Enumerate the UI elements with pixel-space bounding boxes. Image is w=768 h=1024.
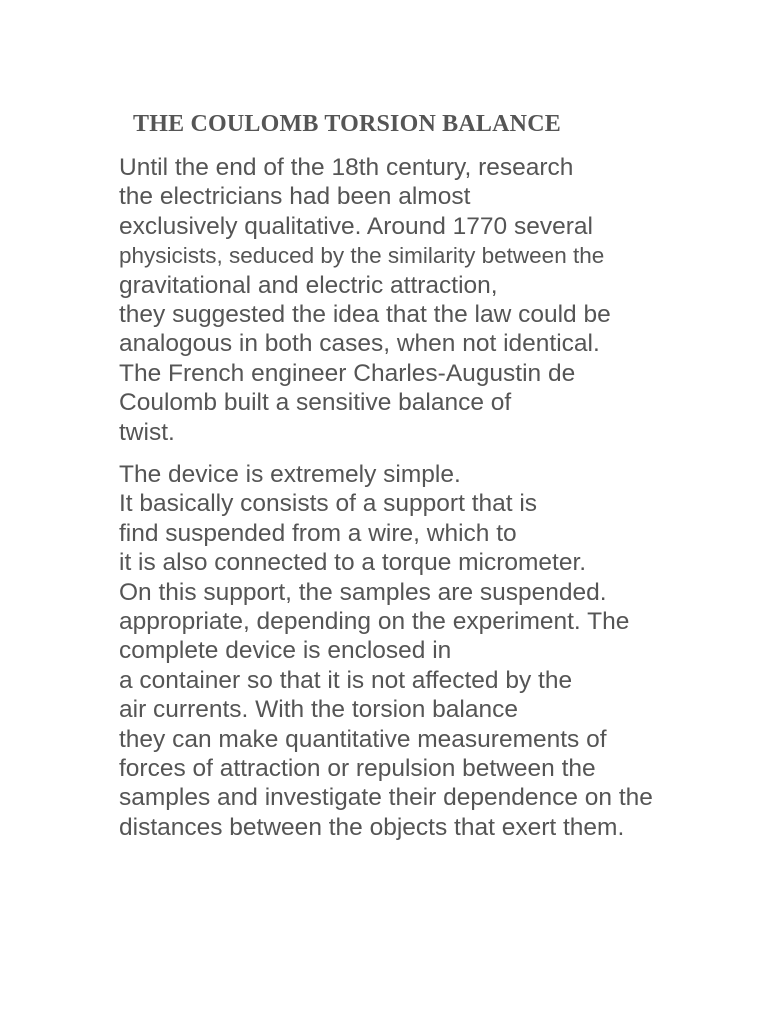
text-line: a container so that it is not affected by the	[119, 666, 573, 694]
text-line: samples and investigate their dependence on the	[119, 784, 653, 812]
text-line: Coulomb built a sensitive balance of	[119, 389, 512, 417]
text-line: The French engineer Charles-Augustin de	[119, 359, 576, 387]
text-line: On this support, the samples are suspended.	[119, 578, 607, 606]
text-line: physicists, seduced by the similarity between the	[119, 243, 605, 269]
text-line: twist.	[119, 418, 175, 446]
text-line: Until the end of the 18th century, research	[119, 154, 574, 181]
text-line: exclusively qualitative. Around 1770 several	[119, 212, 593, 240]
text-line: find suspended from a wire, which to	[119, 519, 517, 547]
paragraph-device-description	[119, 460, 653, 842]
text-line: the electricians had been almost	[119, 183, 471, 211]
text-line: forces of attraction or repulsion between the	[119, 755, 596, 783]
text-line: analogous in both cases, when not identical.	[119, 330, 600, 358]
text-line: they suggested the idea that the law could be	[119, 301, 611, 329]
text-line: gravitational and electric attraction,	[119, 271, 498, 299]
text-line: complete device is enclosed in	[119, 637, 452, 665]
text-line: It basically consists of a support that is	[119, 490, 538, 518]
text-line: they can make quantitative measurements of	[119, 725, 607, 753]
text-line: it is also connected to a torque micrometer.	[119, 549, 587, 577]
text-line: air currents. With the torsion balance	[119, 696, 518, 724]
paragraph-introduction	[119, 153, 611, 447]
text-line: distances between the objects that exert them.	[119, 813, 625, 841]
text-line: appropriate, depending on the experiment. The	[119, 608, 630, 636]
document-title: THE COULOMB TORSION BALANCE	[133, 111, 561, 137]
text-line: The device is extremely simple.	[119, 461, 461, 488]
